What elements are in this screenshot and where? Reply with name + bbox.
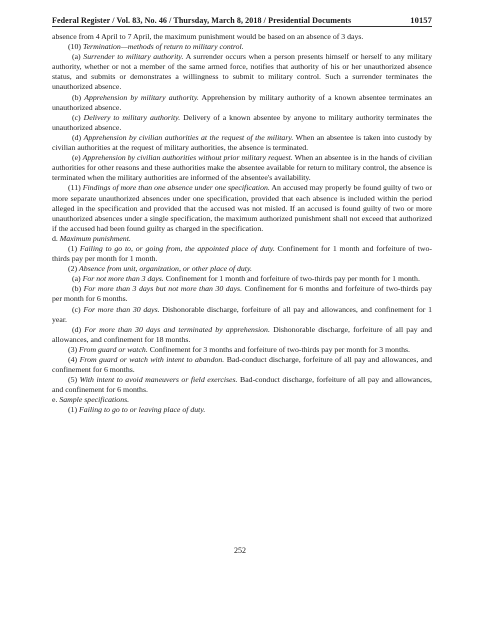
paragraph: (b) For more than 3 days but not more than 30 days. Confinement for 6 months and forfeiture of two-thirds pay per month for 6 months. <box>52 284 432 304</box>
header-citation: Federal Register / Vol. 83, No. 46 / Thursday, March 8, 2018 / Presidential Documents <box>52 16 352 25</box>
header-rule <box>52 26 432 27</box>
page-number-footer: 252 <box>234 546 246 555</box>
paragraph: (b) Apprehension by military authority. Apprehension by military authority of a known absentee terminates an unauthorized absence. <box>52 92 432 112</box>
section-heading: d. Maximum punishment. <box>52 233 131 243</box>
paragraph: (11) Findings of more than one absence under one specification. An accused may properly be found guilty of two or more separate unauthorized absences under one specification, provided that each absence is included within the period alleged in the specification and provided that the accused was not misled. If an accused is found guilty of two or more unauthorized absences under a single specification, the maximum authorized punishment shall not exceed that authorized if the accused had been found guilty as charged in the specification. <box>52 183 432 233</box>
paragraph: (c) Delivery to military authority. Delivery of a known absentee by anyone to military authority terminates the unauthorized absence. <box>52 112 432 132</box>
paragraph: (d) For more than 30 days and terminated by apprehension. Dishonorable discharge, forfeiture of all pay and allowances, and confinement for 18 months. <box>52 324 432 344</box>
paragraph: (a) Surrender to military authority. A surrender occurs when a person presents himself or herself to any military authority, whether or not a member of the same armed force, notifies that authority of his or her unauthorized absence status, and submits or demonstrates a willingness to submit to military control. Such a surrender terminates the unauthorized absence. <box>52 52 432 92</box>
paragraph: (e) Apprehension by civilian authorities without prior military request. When an absentee is in the hands of civilian authorities for other reasons and these authorities make the absentee available for return to military control, the absence is terminated when the military authorities are informed of the absentee's availability. <box>52 153 433 183</box>
paragraph: (1) Failing to go to, or going from, the appointed place of duty. Confinement for 1 month and forfeiture of two-thirds pay per month for 1 month. <box>52 243 432 264</box>
paragraph: (d) Apprehension by civilian authorities at the request of the military. When an absentee is taken into custody by civilian authorities at the request of military authorities, the absence is terminated. <box>52 132 432 153</box>
document-body <box>52 32 432 416</box>
paragraph: (4) From guard or watch with intent to abandon. Bad-conduct discharge, forfeiture of all pay and allowances, and confinement for 6 months. <box>52 355 432 375</box>
header-page-number: 10157 <box>410 15 432 25</box>
paragraph: (2) Absence from unit, organization, or other place of duty. <box>68 264 252 274</box>
paragraph: (5) With intent to avoid maneuvers or field exercises. Bad-conduct discharge, forfeiture of all pay and allowances, and confinement for 6 months. <box>52 375 432 395</box>
paragraph: (1) Failing to go to or leaving place of duty. <box>68 405 206 415</box>
paragraph: (10) Termination—methods of return to military control. <box>68 42 244 52</box>
paragraph: absence from 4 April to 7 April, the maximum punishment would be based on an absence of 3 days. <box>52 32 364 41</box>
paragraph: (a) For not more than 3 days. Confinement for 1 month and forfeiture of two-thirds pay per month for 1 month. <box>72 274 420 284</box>
section-heading: e. Sample specifications. <box>52 395 130 405</box>
running-header <box>52 15 432 25</box>
paragraph: (c) For more than 30 days. Dishonorable discharge, forfeiture of all pay and allowances, and confinement for 1 year. <box>52 304 432 324</box>
paragraph: (3) From guard or watch. Confinement for 3 months and forfeiture of two-thirds pay per month for 3 months. <box>68 344 411 354</box>
